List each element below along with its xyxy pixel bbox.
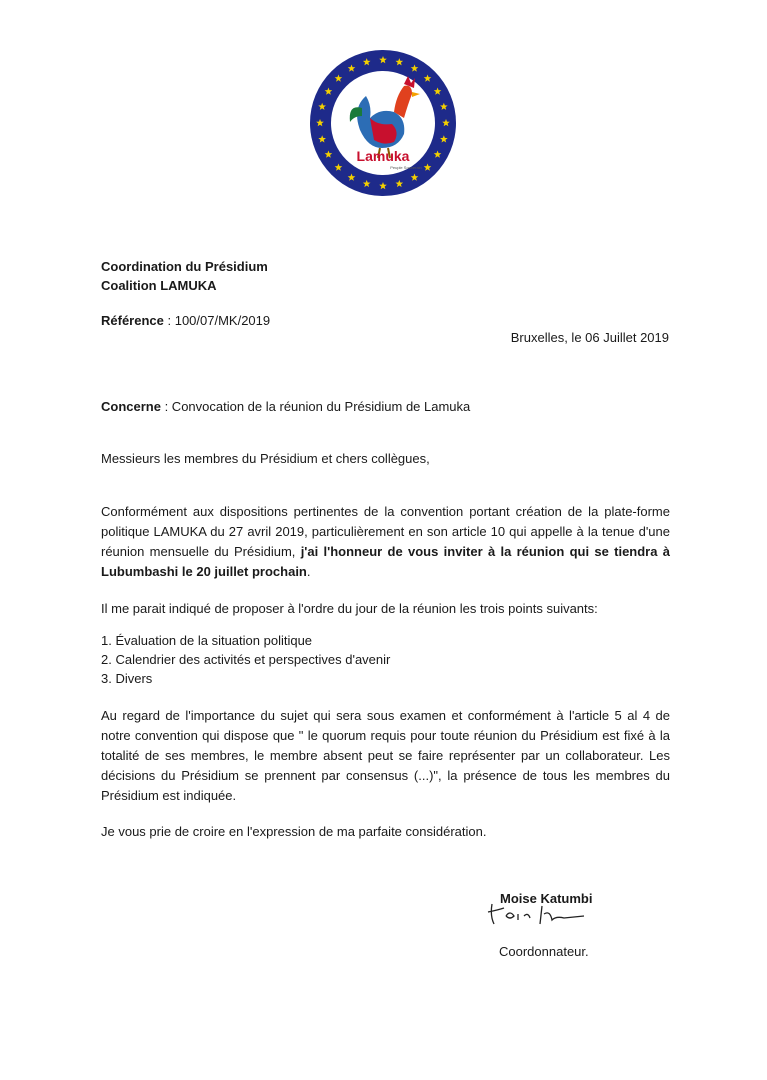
subject-line — [101, 399, 470, 414]
paragraph-4: Je vous prie de croire en l'expression de ma parfaite considération. — [101, 824, 487, 839]
handwritten-signature — [484, 898, 594, 928]
sender-line-2: Coalition LAMUKA — [101, 278, 217, 293]
lamuka-logo — [308, 48, 458, 198]
svg-text:Lamuka: Lamuka — [356, 148, 410, 164]
paragraph-3: Au regard de l'importance du sujet qui sera sous examen et conformément à l'article 5 al 4 de notre convention qui dispose que " le quorum requis pour toute réunion du Présidium est fixé à la totalité de ses membres, le membre absent peut se faire représenter par un collaborateur. Les décisions du Présidium se prennent par consensus (...)", la présence de tous les membres du Présidium est indiquée. — [101, 708, 670, 803]
paragraph-1-bold: j'ai l'honneur de vous inviter à la réunion qui se tiendra à Lubumbashi le 20 juillet prochain — [101, 544, 670, 579]
subject-label: Concerne — [101, 399, 161, 414]
paragraph-1 — [101, 502, 670, 582]
svg-text:Peuple Souverain: Peuple Souverain — [390, 165, 422, 170]
reference-label: Référence — [101, 313, 164, 328]
salutation: Messieurs les membres du Présidium et chers collègues, — [101, 451, 430, 466]
agenda-item: 2. Calendrier des activités et perspectives d'avenir — [101, 652, 391, 667]
paragraph-2: Il me parait indiqué de proposer à l'ordre du jour de la réunion les trois points suivants: — [101, 601, 598, 616]
agenda-list — [101, 631, 390, 688]
sender-block — [101, 257, 268, 295]
signatory-name: Moise Katumbi — [500, 891, 593, 906]
signatory-role: Coordonnateur. — [499, 944, 589, 959]
reference-value: : 100/07/MK/2019 — [163, 313, 271, 328]
sender-line-1: Coordination du Présidium — [101, 259, 268, 274]
reference — [101, 313, 270, 328]
agenda-item: 1. Évaluation de la situation politique — [101, 633, 313, 648]
agenda-item: 3. Divers — [101, 671, 153, 686]
paragraph-1-text: Conformément aux dispositions pertinentes de la convention portant création de la plate-forme politique LAMUKA du 27 avril 2019, particulièrement en son article 10 qui appelle à la tenue d'une réunion mensuelle du Présidium, — [101, 504, 670, 559]
date-line: Bruxelles, le 06 Juillet 2019 — [510, 330, 669, 345]
subject-value: : Convocation de la réunion du Présidium de Lamuka — [160, 399, 471, 414]
paragraph-1-end: . — [306, 564, 311, 579]
